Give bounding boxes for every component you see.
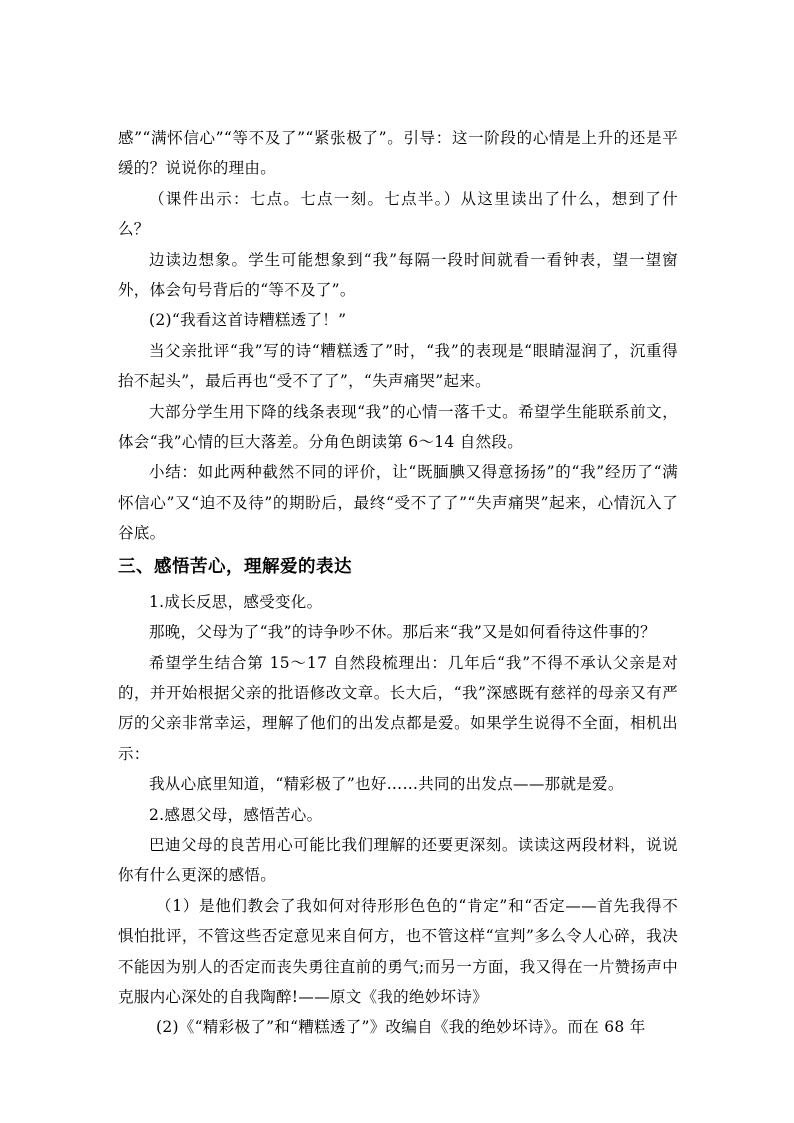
paragraph-material-two: (2)《“精彩极了”和“糟糕透了”》改编自《我的绝妙坏诗》。而在 68 年	[156, 1018, 646, 1037]
paragraph-subheading-gratitude: 2.感恩父母，感悟苦心。	[149, 805, 323, 824]
paragraph-emotion-fall: 大部分学生用下降的线条表现“我”的心情一落千丈。希望学生能联系前文，体会“我”心情的巨大落差。分角色朗读第 6～14 自然段。	[118, 402, 678, 452]
paragraph-sort-out: 希望学生结合第 15～17 自然段梳理出：几年后“我”不得不承认父亲是对的，并开始根据父亲的批语修改文章。长大后，“我”深感既有慈祥的母亲又有严厉的父亲非常幸运，理解了他们的出发点都是爱。如果学生说得不全面，相机出示：	[118, 653, 678, 763]
paragraph-deeper-meaning: 巴迪父母的良苦用心可能比我们理解的还要更深刻。读读这两段材料，说说你有什么更深的感悟。	[118, 835, 678, 885]
paragraph-quote-terrible: (2)“我看这首诗糟糕透了！”	[149, 311, 347, 330]
paragraph-emotion-rise: 感”“满怀信心”“等不及了”“紧张极了”。引导：这一阶段的心情是上升的还是平缓的？说说你的理由。	[118, 129, 678, 178]
paragraph-imagine-clock: 边读边想象。学生可能想象到“我”每隔一段时间就看一看钟表，望一望窗外，体会句号背后的“等不及了”。	[118, 250, 678, 300]
section-heading: 三、感悟苦心，理解爱的表达	[118, 556, 352, 577]
paragraph-love-quote: 我从心底里知道，“精彩极了”也好……共同的出发点——那就是爱。	[149, 775, 624, 794]
paragraph-subheading-growth: 1.成长反思，感受变化。	[149, 592, 323, 611]
paragraph-father-criticism: 当父亲批评“我”写的诗“糟糕透了”时，“我”的表现是“眼睛湿润了，沉重得抬不起头”，最后再也“受不了了”，“失声痛哭”起来。	[118, 341, 678, 391]
paragraph-courseware-times: （课件出示：七点。七点一刻。七点半。）从这里读出了什么，想到了什么？	[118, 189, 678, 239]
paragraph-summary: 小结：如此两种截然不同的评价，让“既腼腆又得意扬扬”的“我”经历了“满怀信心”又“迫不及待”的期盼后，最终“受不了了”“失声痛哭”起来，心情沉入了谷底。	[118, 463, 678, 543]
paragraph-parents-argue: 那晚，父母为了“我”的诗争吵不休。那后来“我”又是如何看待这件事的？	[149, 623, 656, 642]
paragraph-material-one: （1）是他们教会了我如何对待形形色色的“肯定”和“否定——首先我得不惧怕批评，不管这些否定意见来自何方，也不管这样“宣判”多么令人心碎，我决不能因为别人的否定而丧失勇往直前的勇气;而另一方面，我又得在一片赞扬声中克服内心深处的自我陶醉!——原文《我的绝妙坏诗》	[118, 896, 678, 1006]
document-body	[118, 123, 678, 1043]
